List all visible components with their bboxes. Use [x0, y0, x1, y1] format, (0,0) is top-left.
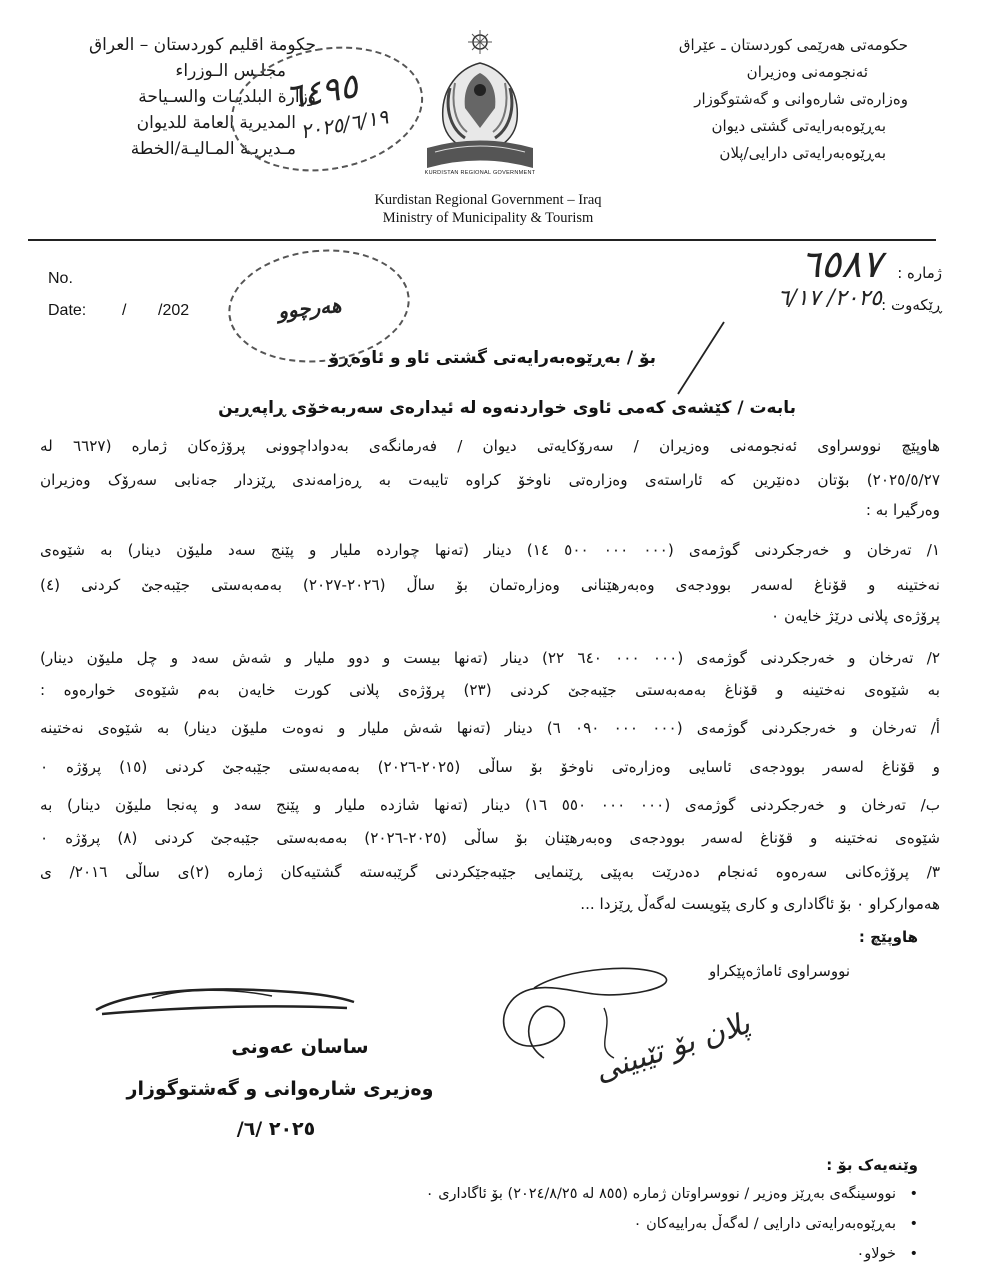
- signature-scribble: [92, 980, 362, 1030]
- body-line: ١/ تەرخان و خەرجکردنی گوژمەی (٠٠٠ ٠٠٠ ٥٠٠ ١٤) دینار (تەنها چواردە ملیار و پێنج سەد ملیۆن دینار) بە شێوەی: [40, 541, 940, 559]
- header-left-line: المديرية العامة للديوان: [136, 113, 296, 133]
- body-line: هاوپێچ نووسراوی ئەنجومەنی وەزیران / سەرۆکایەتی دیوان / فەرمانگەی بەدواداچوونی پرۆژەکان ژمارە (٦٦٢٧ لە: [40, 437, 940, 455]
- body-line: ٢/ تەرخان و خەرجکردنی گوژمەی (٠٠٠ ٠٠٠ ٦٤٠ ٢٢) دینار (تەنها بیست و دوو ملیار و شەش سەد و چل ملیۆن دینار): [40, 649, 940, 667]
- body-line: بە شێوەی نەختینە و قۆناغ بەمەبەستی جێبەجێ کردنی (٢٣) پرۆژەی پلانی کورت خایەن بەم شێوەی خوارەوە :: [40, 681, 940, 699]
- handwritten-slash-mark: [672, 318, 732, 398]
- cc-item: [278, 1246, 918, 1276]
- cc-item: [278, 1186, 918, 1216]
- cc-list: [278, 1186, 918, 1276]
- header-divider: [28, 239, 936, 241]
- header-right-line: بەڕێوەبەرایەتی دارایی/پلان: [719, 144, 886, 162]
- eagle-emblem-icon: [405, 28, 555, 186]
- date-year: /202: [158, 302, 190, 319]
- header-english-line-1: Kurdistan Regional Government – Iraq: [374, 192, 602, 208]
- addressee-line: بۆ / بەڕێوەبەرایەتی گشتی ئاو و ئاوەڕۆ: [328, 348, 656, 368]
- body-line: و قۆناغ لەسەر بوودجەی ئاسایی وەزارەتی ناوخۆ بۆ ساڵی (٢٠٢٥-٢٠٢٦) بەمەبەستی جێبەجێ کردنی (١٥) پرۆژە ٠: [40, 758, 940, 776]
- signatory-name: ساسان عەونی: [231, 1036, 369, 1058]
- cc-label: وێنەیەک بۆ :: [826, 1156, 918, 1174]
- logo-caption: KURDISTAN REGIONAL GOVERNMENT: [424, 170, 536, 176]
- attachments-label: هاوپێچ :: [858, 928, 918, 946]
- reference-date-value: ٢٠٢٥/ ٦/١٧: [777, 286, 882, 311]
- header-right-block: [608, 32, 908, 167]
- signatory-title: وەزیری شارەوانی و گەشتوگوزار: [126, 1078, 434, 1100]
- date-separator: /: [122, 302, 127, 319]
- cc-item-text: بەڕێوەبەرایەتی دارایی / لەگەڵ بەراییەکان ٠: [633, 1216, 896, 1232]
- bullet-icon: •: [909, 1186, 918, 1202]
- body-line: شێوەی نەختینە و قۆناغ لەسەر بوودجەی وەبەرهێنان بۆ ساڵی (٢٠٢٥-٢٠٢٦) بەمەبەستی جێبەجێ کردنی (٨) پرۆژە ٠: [40, 829, 940, 847]
- subject-line: بابەت / کێشەی کەمی ئاوی خواردنەوە لە ئیدارەی سەربەخۆی ڕاپەڕین: [218, 398, 796, 418]
- bullet-icon: •: [909, 1246, 918, 1262]
- header-right-line: ئەنجومەنی وەزیران: [746, 63, 868, 81]
- header-english-line-2: Ministry of Municipality & Tourism: [382, 210, 594, 226]
- body-line: ب/ تەرخان و خەرجکردنی گوژمەی (٠٠٠ ٠٠٠ ٥٥٠ ١٦) دینار (تەنها شازدە ملیار و پێنج سەد و پەنجا ملیۆن دینار) بە: [40, 796, 940, 814]
- body-line: هەموارکراو ٠ بۆ ئاگاداری و کاری پێویست لەگەڵ ڕێزدا ...: [580, 895, 940, 913]
- stamp-mid-text: هەرچوو: [276, 292, 343, 324]
- header-left-line: مجلـس الـوزراء: [175, 61, 286, 81]
- signature-date: ٢٠٢٥ /٦/: [236, 1118, 316, 1140]
- body-line: ٣/ پرۆژەکانی سەرەوە ئەنجام دەدرێت بەپێی ڕێنمایی جێبەجێکردنی گرێبەستە گشتیەکان ژمارە (٢)ی ساڵی ٢٠١٦/ ی: [40, 863, 940, 881]
- header-right-line: حکومەتی هەرێمی کوردستان ـ عێراق: [678, 36, 908, 54]
- body-line: نەختینە و قۆناغ لەسەر بوودجەی وەبەرهێنانی وەزارەتمان بۆ ساڵ (٢٠٢٦-٢٠٢٧) بەمەبەستی جێبەجێ کردنی (٤): [40, 576, 940, 594]
- date-label: Date:: [48, 302, 87, 319]
- body-line: ٢٠٢٥/٥/٢٧) بۆتان دەنێرین کە ئاراستەی وەزارەتی ناوخۆ کراوە تایبەت بە ڕەزامەندی ڕێزدار جەنابی سەرۆک وەزیران: [40, 471, 940, 489]
- handwritten-note: پلان بۆ تێبینی: [590, 1006, 755, 1089]
- bullet-icon: •: [909, 1216, 918, 1232]
- reference-number-value: ٦٥٨٧: [800, 242, 882, 286]
- cc-item: [278, 1216, 918, 1246]
- reference-date-label: ڕێکەوت :: [881, 296, 942, 314]
- stamp-date: ٢٠٢٥/٦/١٩: [298, 104, 391, 144]
- header-left-line: وزارة البلديـات والسـياحة: [138, 87, 316, 107]
- no-label: No.: [48, 270, 73, 287]
- header-right-line: بەڕێوەبەرایەتی گشتی دیوان: [711, 117, 886, 135]
- body-line: وەرگیرا بە :: [865, 501, 940, 519]
- header-right-line: وەزارەتی شارەوانی و گەشتوگوزار: [694, 90, 908, 108]
- body-line: أ/ تەرخان و خەرجکردنی گوژمەی (٠٠٠ ٠٠٠ ٠٩٠ ٦) دینار (تەنها شەش ملیار و نەوەت ملیۆن دینار) بە شێوەی نەختینە: [40, 719, 940, 737]
- header-left-line: مـديريـة المـاليـة/الخطة: [130, 139, 296, 159]
- krg-logo: [405, 28, 555, 186]
- body-line: پرۆژەی پلانی درێژ خایەن ٠: [770, 607, 940, 625]
- stamp-number: ٦٤٩٥: [282, 65, 361, 119]
- cc-item-text: نووسینگەی بەڕێز وەزیر / نووسراوتان ژمارە (٨٥٥ لە ٢٠٢٤/٨/٢٥) بۆ ئاگاداری ٠: [425, 1186, 896, 1202]
- attachment-item: نووسراوی ئاماژەپێکراو: [708, 962, 850, 980]
- header-left-line: حكومة اقليم كوردستان – العراق: [88, 35, 316, 55]
- reference-number-label: ژمارە :: [897, 264, 942, 282]
- cc-item-text: خولاو٠: [856, 1246, 896, 1262]
